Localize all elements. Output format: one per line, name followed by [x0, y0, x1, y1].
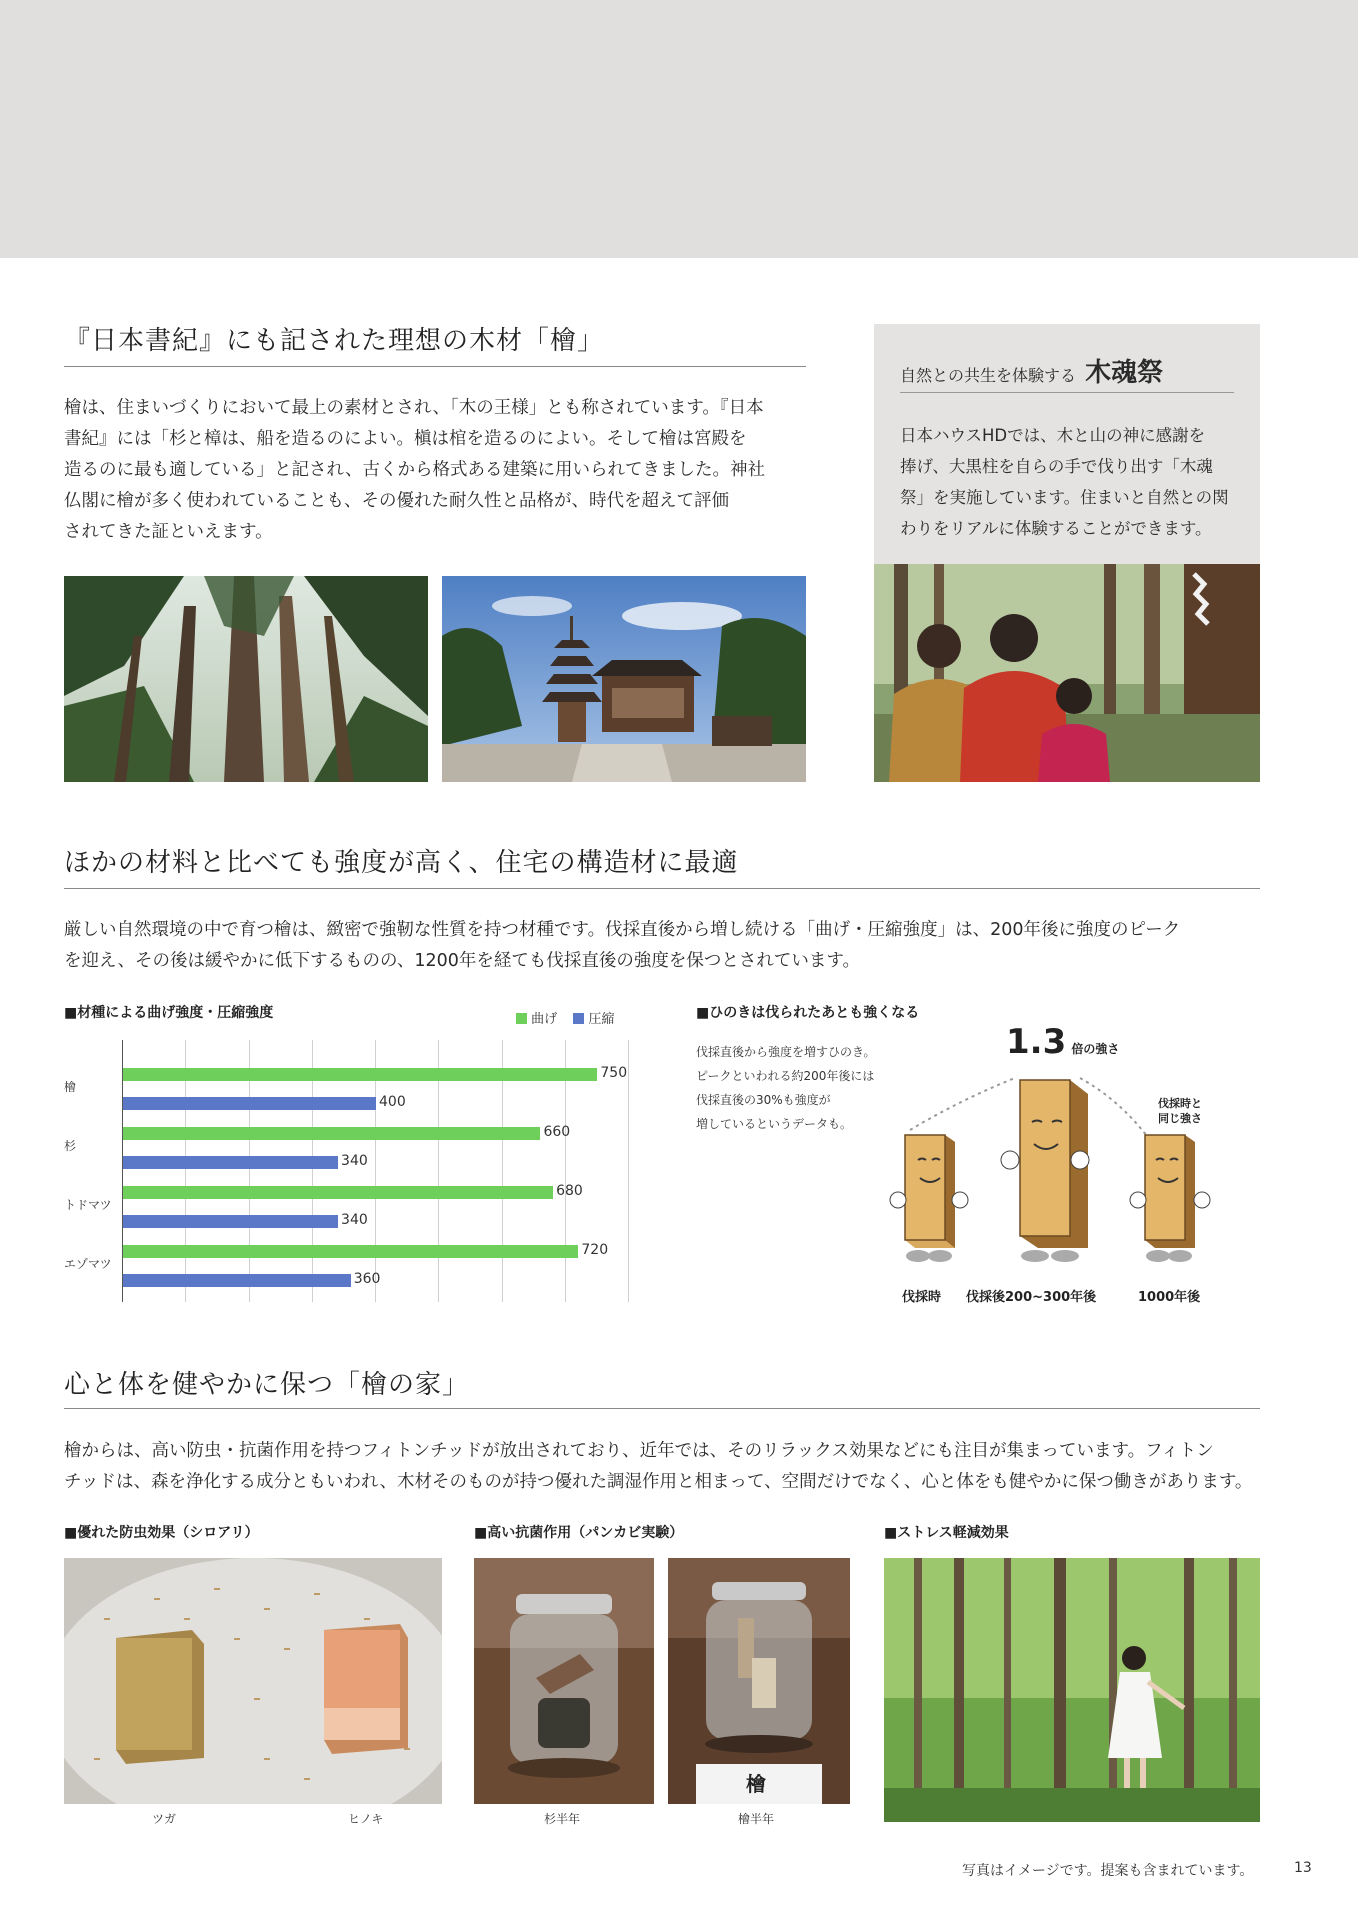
- section1-rule: [64, 366, 806, 367]
- section2-rule: [64, 888, 1260, 889]
- sugi-jar-photo: [474, 1558, 654, 1804]
- page-number: 13: [1294, 1860, 1312, 1876]
- chart-bar-value: 720: [581, 1242, 609, 1258]
- chart-category-label: 杉: [64, 1139, 77, 1153]
- chart-bar-value: 400: [379, 1094, 406, 1110]
- section3-rule: [64, 1408, 1260, 1409]
- chart-bar: [123, 1186, 553, 1199]
- jar-label: 檜: [746, 1772, 766, 1796]
- strength-bar-chart: [60, 1040, 640, 1306]
- wood-characters-illustration: [880, 1060, 1240, 1280]
- chart-category-label: エゾマツ: [64, 1257, 112, 1271]
- kodama-paragraph: 日本ハウスHDでは、木と山の神に感謝を 捧げ、大黒柱を自らの手で伐り出す「木魂 祭」を実施しています。住まいと自然との関 わりをリアルに体験することができます。: [900, 426, 1229, 538]
- same-strength-label: 伐採時と 同じ強さ: [1158, 1097, 1202, 1125]
- kodama-festival-box: [874, 324, 1260, 564]
- section1-title: 『日本書紀』にも記された理想の木材「檜」: [64, 326, 605, 356]
- chart-category-label: 檜: [64, 1080, 77, 1094]
- stage-label-1000: 1000年後: [1138, 1290, 1201, 1305]
- kodama-title: 自然との共生を体験する 木魂祭: [900, 358, 1164, 388]
- hinoki-jar-photo: [668, 1558, 850, 1804]
- chart-bar: [123, 1097, 376, 1110]
- stress-caption: ■ストレス軽減効果: [884, 1525, 1009, 1541]
- header-band: [0, 0, 1358, 258]
- chart-category-label: トドマツ: [64, 1198, 112, 1212]
- chart-bar: [123, 1274, 351, 1287]
- hinoki-strength-note: 伐採直後から強度を増すひのき。 ピークといわれる約200年後には 伐採直後の30%も強度が 増しているというデータも。: [696, 1045, 876, 1131]
- chart-bar: [123, 1215, 338, 1228]
- section2-title: ほかの材料と比べても強度が高く、住宅の構造材に最適: [64, 848, 739, 878]
- section3-paragraph: 檜からは、高い防虫・抗菌作用を持つフィトンチッドが放出されており、近年では、そのリラックス効果などにも注目が集まっています。フィトン チッドは、森を浄化する成分ともいわれ、木材そのものが持つ優れた調湿作用と相まって、空間だけでなく、心と体をも健やかに保つ働きがあります。: [64, 1441, 1253, 1492]
- label-hinoki: ヒノキ: [348, 1812, 384, 1826]
- termite-test-photo: [64, 1558, 442, 1804]
- cedar-forest-photo: [64, 576, 428, 782]
- section2-paragraph: 厳しい自然環境の中で育つ檜は、緻密で強靭な性質を持つ材種です。伐採直後から増し続ける「曲げ・圧縮強度」は、200年後に強度のピーク を迎え、その後は緩やかに低下するものの、1200年を経ても伐採直後の強度を保つとされています。: [64, 920, 1181, 971]
- chart-bar: [123, 1245, 578, 1258]
- chart-legend: [516, 1008, 614, 1027]
- legend-label-comp: 圧縮: [588, 1012, 615, 1027]
- kodama-rule: [900, 392, 1234, 393]
- legend-swatch-comp: [573, 1013, 584, 1024]
- chart-bar: [123, 1068, 597, 1081]
- label-hinoki-half: 檜半年: [738, 1812, 775, 1826]
- chart-bar: [123, 1127, 540, 1140]
- legend-label-bend: 曲げ: [531, 1012, 558, 1027]
- footer-note: 写真はイメージです。提案も含まれています。: [962, 1863, 1254, 1879]
- peak-strength-label: 1.3 倍の強さ: [1006, 1022, 1120, 1062]
- section1-paragraph: 檜は、住まいづくりにおいて最上の素材とされ、「木の王様」とも称されています。『日本 書紀』には「杉と樟は、船を造るのによい。槇は棺を造るのによい。そして檜は宮殿を 造るのに最も適している」と記され、古くから格式ある建築に用いられてきました。神社 仏閣に檜が多く使われていることも、その優れた耐久性と品格が、時代を超えて評価 されてきた証といえます。: [64, 398, 766, 542]
- stage-label-200-300: 伐採後200~300年後: [966, 1290, 1097, 1305]
- chart-bar-value: 750: [600, 1065, 628, 1081]
- chart-bar-value: 360: [353, 1271, 381, 1287]
- forest-woman-photo: [884, 1558, 1260, 1822]
- label-tsuga: ツガ: [152, 1812, 177, 1826]
- insect-caption: ■優れた防虫効果（シロアリ）: [64, 1525, 259, 1541]
- temple-photo: [442, 576, 806, 782]
- legend-swatch-bend: [516, 1013, 527, 1024]
- chart-bar-value: 340: [341, 1212, 368, 1228]
- festival-people-photo: [874, 564, 1260, 782]
- chart-bar-value: 340: [341, 1153, 368, 1169]
- chart-bar-value: 660: [543, 1124, 571, 1140]
- chart-gridline: [628, 1040, 629, 1302]
- mold-caption: ■高い抗菌作用（パンカビ実験）: [474, 1525, 684, 1541]
- hinoki-strength-title: ■ひのきは伐られたあとも強くなる: [696, 1005, 920, 1021]
- label-sugi-half: 杉半年: [544, 1812, 581, 1826]
- stage-label-felled: 伐採時: [902, 1290, 942, 1305]
- chart-bar: [123, 1156, 338, 1169]
- chart-bar-value: 680: [556, 1183, 583, 1199]
- section3-title: 心と体を健やかに保つ「檜の家」: [64, 1370, 470, 1400]
- chart-title: ■材種による曲げ強度・圧縮強度: [64, 1005, 274, 1021]
